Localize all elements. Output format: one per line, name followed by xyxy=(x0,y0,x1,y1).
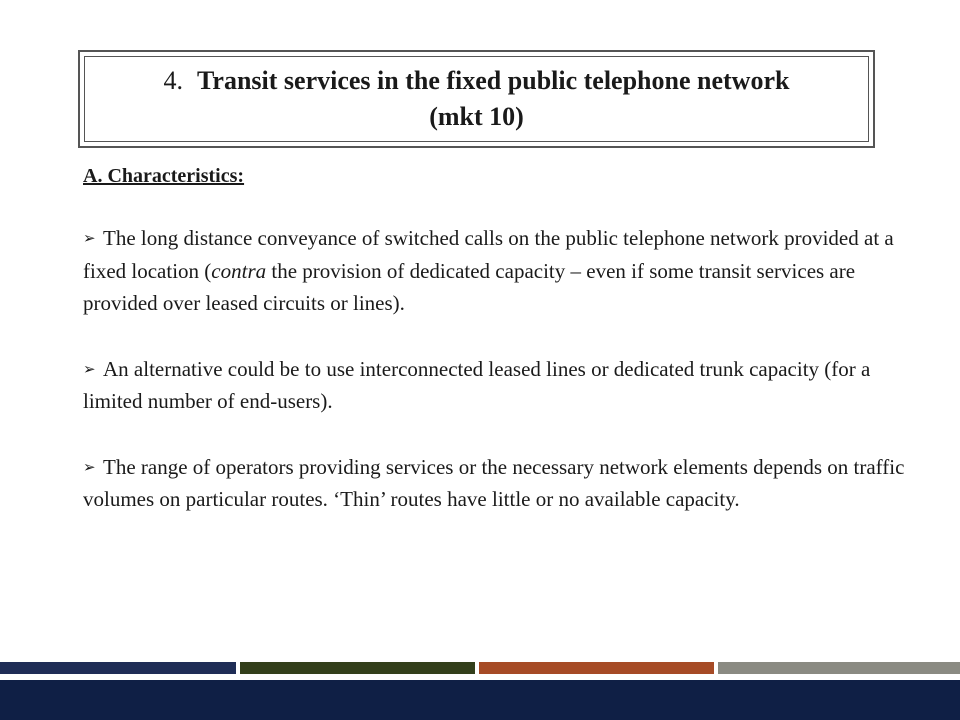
bullet-1-text: The long distance conveyance of switched calls on the public telephone network provided at a fixed location ( xyxy=(83,226,894,283)
bullet-1-text-cont: the provision of dedicated capacity – even if some transit services are provided over leased circuits or lines). xyxy=(83,258,856,315)
title-inner-frame xyxy=(84,56,869,142)
arrow-bullet-icon: ➢ xyxy=(83,457,96,476)
footer-stripes xyxy=(0,662,960,674)
footer-stripe-olive xyxy=(240,662,475,674)
slide-title-line2: (mkt 10) xyxy=(429,102,524,131)
bullet-1-italic: contra xyxy=(211,258,267,283)
footer-stripe-rust xyxy=(479,662,714,674)
title-box xyxy=(78,50,875,148)
title-number: 4. xyxy=(163,66,184,95)
bullet-2-text: An alternative could be to use interconnected leased lines or dedicated trunk capacity (for a limited number of end-users). xyxy=(83,356,871,413)
footer-stripe-gray xyxy=(718,662,960,674)
arrow-bullet-icon: ➢ xyxy=(83,229,96,247)
footer-bar xyxy=(0,680,960,720)
footer-stripe-navy xyxy=(0,662,236,674)
title-text: Transit services in the fixed public telephone network xyxy=(197,66,790,95)
bullet-list xyxy=(83,222,928,549)
bullet-item-1 xyxy=(83,222,928,320)
section-heading: A. Characteristics: xyxy=(83,165,245,187)
arrow-bullet-icon: ➢ xyxy=(83,359,96,378)
bullet-item-2 xyxy=(83,353,928,418)
slide-title-line1 xyxy=(164,63,790,99)
bullet-3-text: The range of operators providing services or the necessary network elements depends on traffic volumes on particular routes. ‘Thin’ routes have little or no available capacity. xyxy=(83,454,905,511)
bullet-item-3 xyxy=(83,451,928,516)
